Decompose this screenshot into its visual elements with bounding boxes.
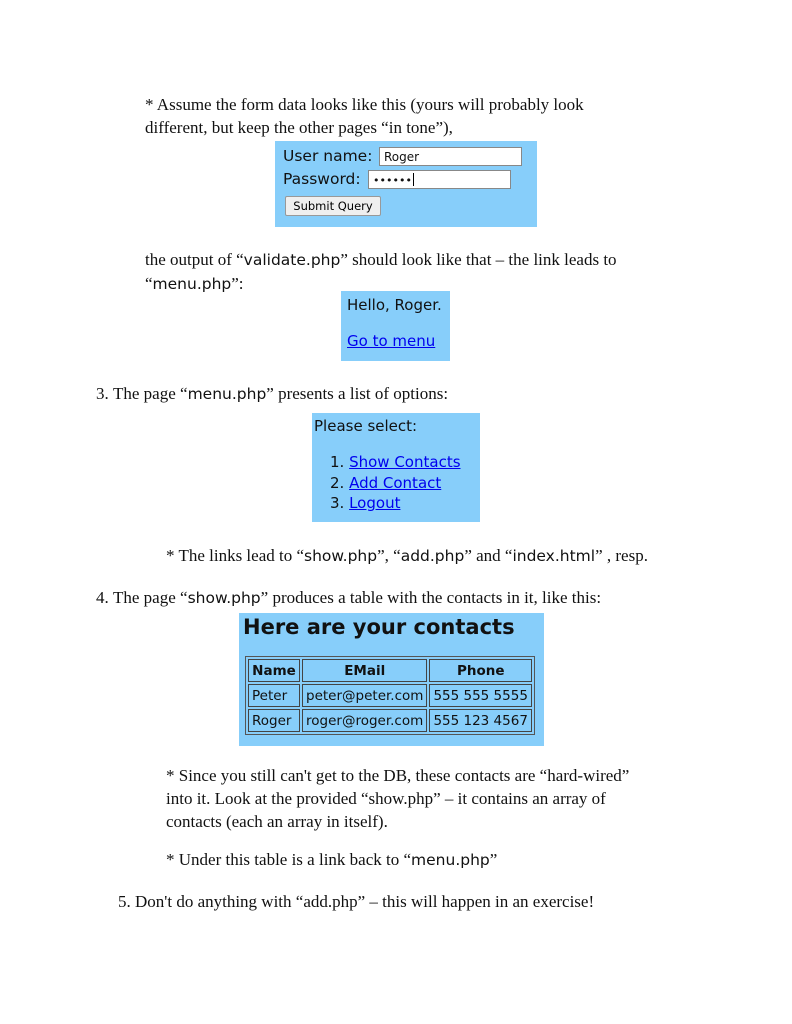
list-item <box>330 493 461 514</box>
validate-text-post: ” should look like that – the link leads to <box>340 250 617 269</box>
menu-link-note <box>166 848 497 872</box>
text-caret <box>413 173 414 186</box>
column-header-name: Name <box>248 659 300 682</box>
db-note <box>166 764 629 833</box>
menu-filename: menu.php <box>152 275 232 293</box>
validate-line-1 <box>145 248 617 272</box>
validate-text-pre: the output of “ <box>145 250 244 269</box>
table-row <box>248 684 532 707</box>
contacts-heading: Here are your contacts <box>243 615 515 639</box>
list-item <box>330 452 461 473</box>
db-note-line-1: * Since you still can't get to the DB, these contacts are “hard-wired” <box>166 766 630 785</box>
validate-line2-pre: “ <box>145 274 153 293</box>
db-note-line-3: contacts (each an array in itself). <box>166 812 388 831</box>
menu-link-filename: menu.php <box>411 851 490 869</box>
intro-line-2: different, but keep the other pages “in tone”), <box>145 118 453 137</box>
item-4-paragraph <box>96 586 601 610</box>
submit-query-button[interactable]: Submit Query <box>285 196 381 216</box>
logout-link[interactable]: Logout <box>349 494 401 512</box>
links-note-sep-1: ”, “ <box>377 546 401 565</box>
option-number: 1. <box>330 453 345 471</box>
item-4-number: 4. <box>96 588 109 607</box>
hello-greeting: Hello, Roger. <box>347 296 442 314</box>
intro-line-1: * Assume the form data looks like this (yours will probably look <box>145 95 584 114</box>
intro-paragraph <box>145 93 584 139</box>
login-form-panel <box>275 141 537 227</box>
contacts-panel <box>239 613 544 746</box>
username-input[interactable]: Roger <box>379 147 522 166</box>
item-5-paragraph: 5. Don't do anything with “add.php” – this will happen in an exercise! <box>118 892 595 911</box>
cell-email: roger@roger.com <box>302 709 427 732</box>
table-header-row <box>248 659 532 682</box>
menu-panel <box>312 413 480 522</box>
item-3-number: 3. <box>96 384 109 403</box>
table-row <box>248 709 532 732</box>
password-dots: •••••• <box>373 174 412 187</box>
password-label: Password: <box>283 170 361 188</box>
column-header-email: EMail <box>302 659 427 682</box>
item-4-text-post: ” produces a table with the contacts in it, like this: <box>260 588 602 607</box>
menu-heading: Please select: <box>314 417 418 435</box>
show-filename: show.php <box>304 547 378 565</box>
validate-filename: validate.php <box>243 251 341 269</box>
username-label: User name: <box>283 147 373 165</box>
item-3-text-pre: The page “ <box>113 384 188 403</box>
option-number: 3. <box>330 494 345 512</box>
add-filename: add.php <box>400 547 465 565</box>
menu-link-note-post: ” <box>489 850 498 869</box>
list-item <box>330 473 461 494</box>
cell-name: Peter <box>248 684 300 707</box>
hello-panel <box>341 291 450 361</box>
contacts-table <box>245 656 535 735</box>
item-3-text-post: ” presents a list of options: <box>266 384 449 403</box>
show-contacts-link[interactable]: Show Contacts <box>349 453 461 471</box>
links-note-sep-2: ” and “ <box>464 546 513 565</box>
item-4-text-pre: The page “ <box>113 588 188 607</box>
column-header-phone: Phone <box>429 659 532 682</box>
validate-paragraph <box>145 248 617 296</box>
validate-line2-post: ”: <box>231 274 244 293</box>
menu-options-list <box>330 452 461 514</box>
links-note <box>166 544 648 568</box>
item-4-filename: show.php <box>187 589 261 607</box>
cell-phone: 555 555 5555 <box>429 684 532 707</box>
index-filename: index.html <box>512 547 596 565</box>
cell-email: peter@peter.com <box>302 684 427 707</box>
cell-name: Roger <box>248 709 300 732</box>
option-number: 2. <box>330 473 345 492</box>
links-note-post: ” , resp. <box>595 546 648 565</box>
item-3-paragraph <box>96 382 448 406</box>
password-input[interactable] <box>368 170 511 189</box>
links-note-pre: * The links lead to “ <box>166 546 305 565</box>
db-note-line-2: into it. Look at the provided “show.php” – it contains an array of <box>166 789 606 808</box>
menu-link-note-pre: * Under this table is a link back to “ <box>166 850 412 869</box>
add-contact-link[interactable]: Add Contact <box>349 473 442 492</box>
item-3-filename: menu.php <box>187 385 267 403</box>
go-to-menu-link[interactable]: Go to menu <box>347 332 436 350</box>
cell-phone: 555 123 4567 <box>429 709 532 732</box>
